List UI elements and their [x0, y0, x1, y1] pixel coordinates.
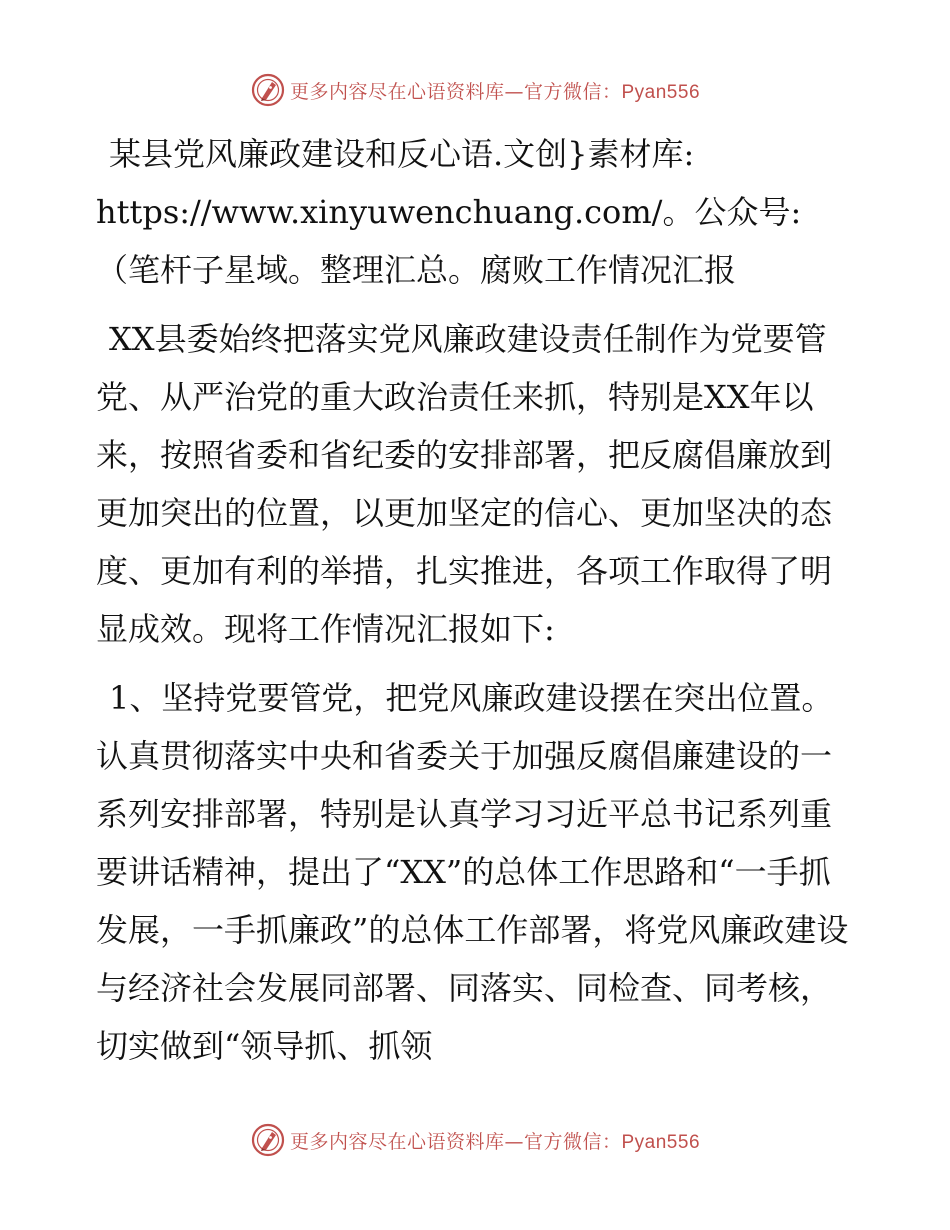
fountain-pen-logo-icon [250, 72, 286, 108]
footer-banner [0, 1118, 950, 1162]
banner-slogan: 更多内容尽在心语资料库 [289, 1130, 505, 1153]
banner-separator: — [504, 80, 524, 103]
paragraph-intro: XX县委始终把落实党风廉政建设责任制作为党要管党、从严治党的重大政治责任来抓，特别是XX年以来，按照省委和省纪委的安排部署，把反腐倡廉放到更加突出的位置，以更加坚定的信心、更加坚决的态度、更加有利的举措，扎实推进，各项工作取得了明显成效。现将工作情况汇报如下: [96, 320, 833, 648]
banner-wechat-label: 官方微信： [523, 1130, 622, 1153]
paragraph-section-1: 1、坚持党要管党，把党风廉政建设摆在突出位置。认真贯彻落实中央和省委关于加强反腐倡廉建设的一系列安排部署，特别是认真学习习近平总书记系列重要讲话精神，提出了“XX”的总体工作思路和“一手抓发展，一手抓廉政”的总体工作部署，将党风廉政建设与经济社会发展同部署、同落实、同检查、同考核，切实做到“领导抓、抓领 [96, 679, 849, 1065]
document-body [96, 125, 856, 1075]
footer-banner-text [290, 1127, 700, 1154]
title-line-3: （笔杆子星域。整理汇总。腐败工作情况汇报 [96, 251, 737, 289]
banner-wechat-id: Pyan556 [621, 81, 701, 103]
banner-wechat-id: Pyan556 [621, 1131, 701, 1153]
banner-wechat-label: 官方微信： [523, 80, 622, 103]
fountain-pen-logo-icon [250, 1122, 286, 1158]
title-line-2: https://www.xinyuwenchuang.com/。公众号: [96, 193, 802, 231]
title-line-1: 某县党风廉政建设和反心语.文创}素材库: [109, 135, 695, 173]
header-banner [0, 68, 950, 112]
banner-separator: — [504, 1130, 524, 1153]
document-title [96, 125, 856, 299]
banner-slogan: 更多内容尽在心语资料库 [289, 80, 505, 103]
header-banner-text [290, 77, 700, 104]
